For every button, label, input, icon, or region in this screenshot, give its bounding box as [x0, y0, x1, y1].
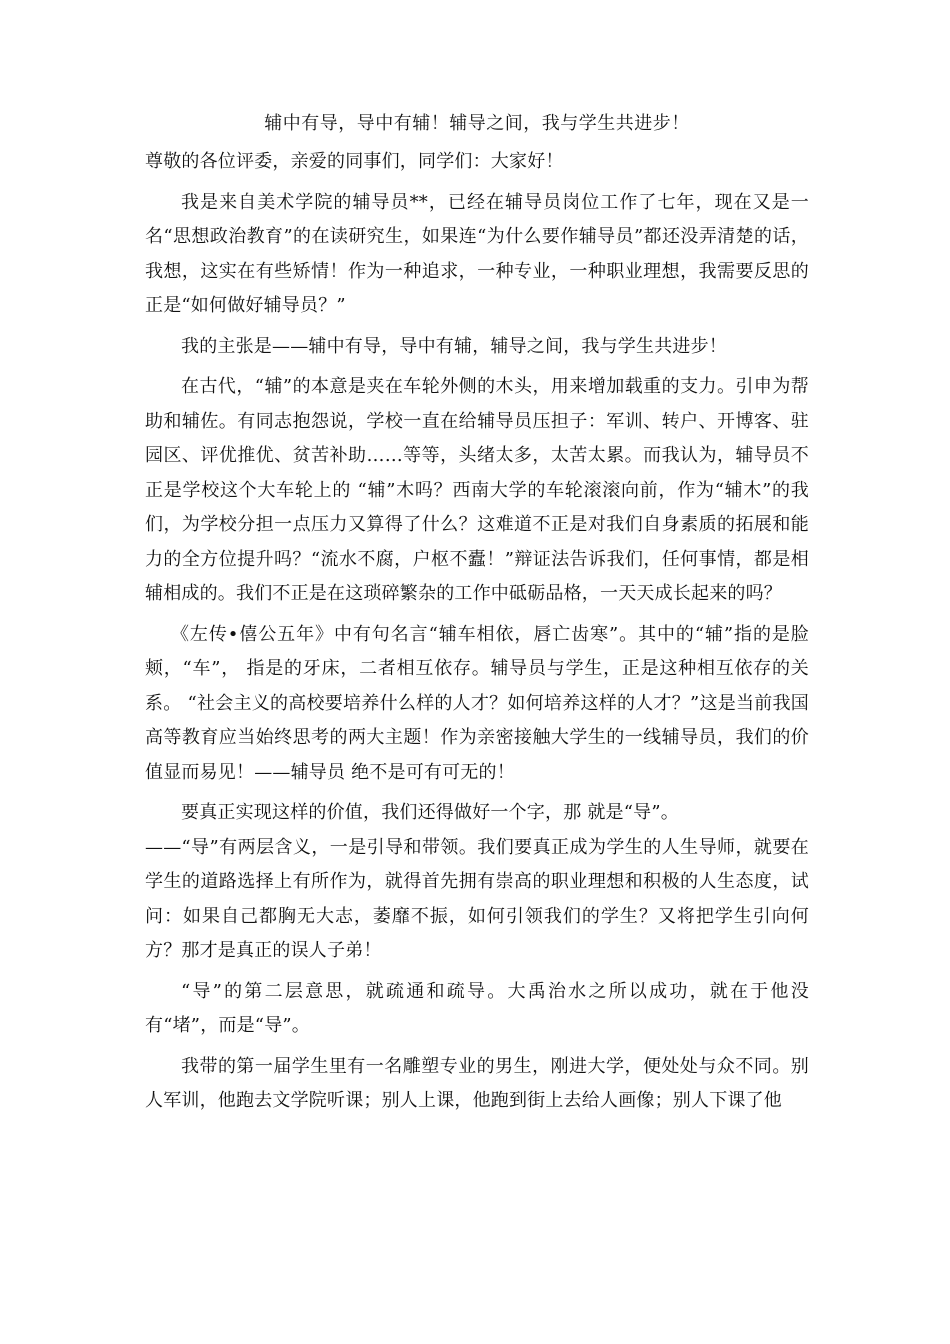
body-paragraph-dao-first-meaning: ——“导”有两层含义，一是引导和带领。我们要真正成为学生的人生导师，就要在学生的道路选择上有所作为，就得首先拥有崇高的职业理想和积极的人生态度，试问：如果自己都胸无大志，萎靡不振，如何引领我们的学生？又将把学生引向何方？那才是真正的误人子弟！ [145, 836, 809, 961]
body-paragraph-fu-meaning: 在古代，“辅”的本意是夹在车轮外侧的木头，用来增加载重的支力。引申为帮助和辅佐。有同志抱怨说，学校一直在给辅导员压担子：军训、转户、开博客、驻园区、评优推优、贫苦补助……等等，头绪太多，太苦太累。而我认为，辅导员不正是学校这个大车轮上的 “辅”木吗？西南大学的车轮滚滚向前，作为“辅木”的我们，为学校分担一点压力又算得了什么？这难道不正是对我们自身素质的拓展和能力的全方位提升吗？“流水不腐，户枢不蠹！”辩证法告诉我们，任何事情，都是相辅相成的。我们不正是在这琐碎繁杂的工作中砥砺品格，一天天成长起来的吗？ [145, 376, 809, 604]
body-paragraph-student-story: 我带的第一届学生里有一名雕塑专业的男生，刚进大学，便处处与众不同。别人军训，他跑去文学院听课；别人上课，他跑到街上去给人画像；别人下课了他 [145, 1055, 809, 1111]
body-paragraph-dao-intro: 要真正实现这样的价值，我们还得做好一个字，那 就是“导”。 [181, 802, 679, 823]
body-paragraph-intro: 我是来自美术学院的辅导员**，已经在辅导员岗位工作了七年，现在又是一名“思想政治教育”的在读研究生，如果连“为什么要作辅导员”都还没弄清楚的话，我想，这实在有些矫情！作为一种追求，一种专业，一种职业理想，我需要反思的正是“如何做好辅导员？” [145, 191, 809, 316]
document-page [145, 108, 809, 1125]
body-paragraph-dao-second-meaning: “导”的第二层意思，就疏通和疏导。大禹治水之所以成功，就在于他没有“堵”，而是“导”。 [145, 980, 809, 1036]
greeting-paragraph: 尊敬的各位评委，亲爱的同事们，同学们：大家好！ [145, 151, 564, 172]
body-paragraph-zuozhuan: 《左传•僖公五年》中有句名言“辅车相依，唇亡齿寒”。其中的“辅”指的是脸颊，“车”， 指是的牙床，二者相互依存。辅导员与学生，正是这种相互依存的关系。 “社会主义的高校要培养什么样的人才？如何培养这样的人才？”这是当前我国高等教育应当始终思考的两大主题！作为亲密接触大学生的一线辅导员，我们的价值显而易见！——辅导员 绝不是可有可无的！ [145, 623, 809, 783]
document-title: 辅中有导，导中有辅！辅导之间，我与学生共进步！ [264, 113, 690, 134]
body-paragraph-thesis: 我的主张是——辅中有导，导中有辅，辅导之间，我与学生共进步！ [181, 335, 727, 357]
